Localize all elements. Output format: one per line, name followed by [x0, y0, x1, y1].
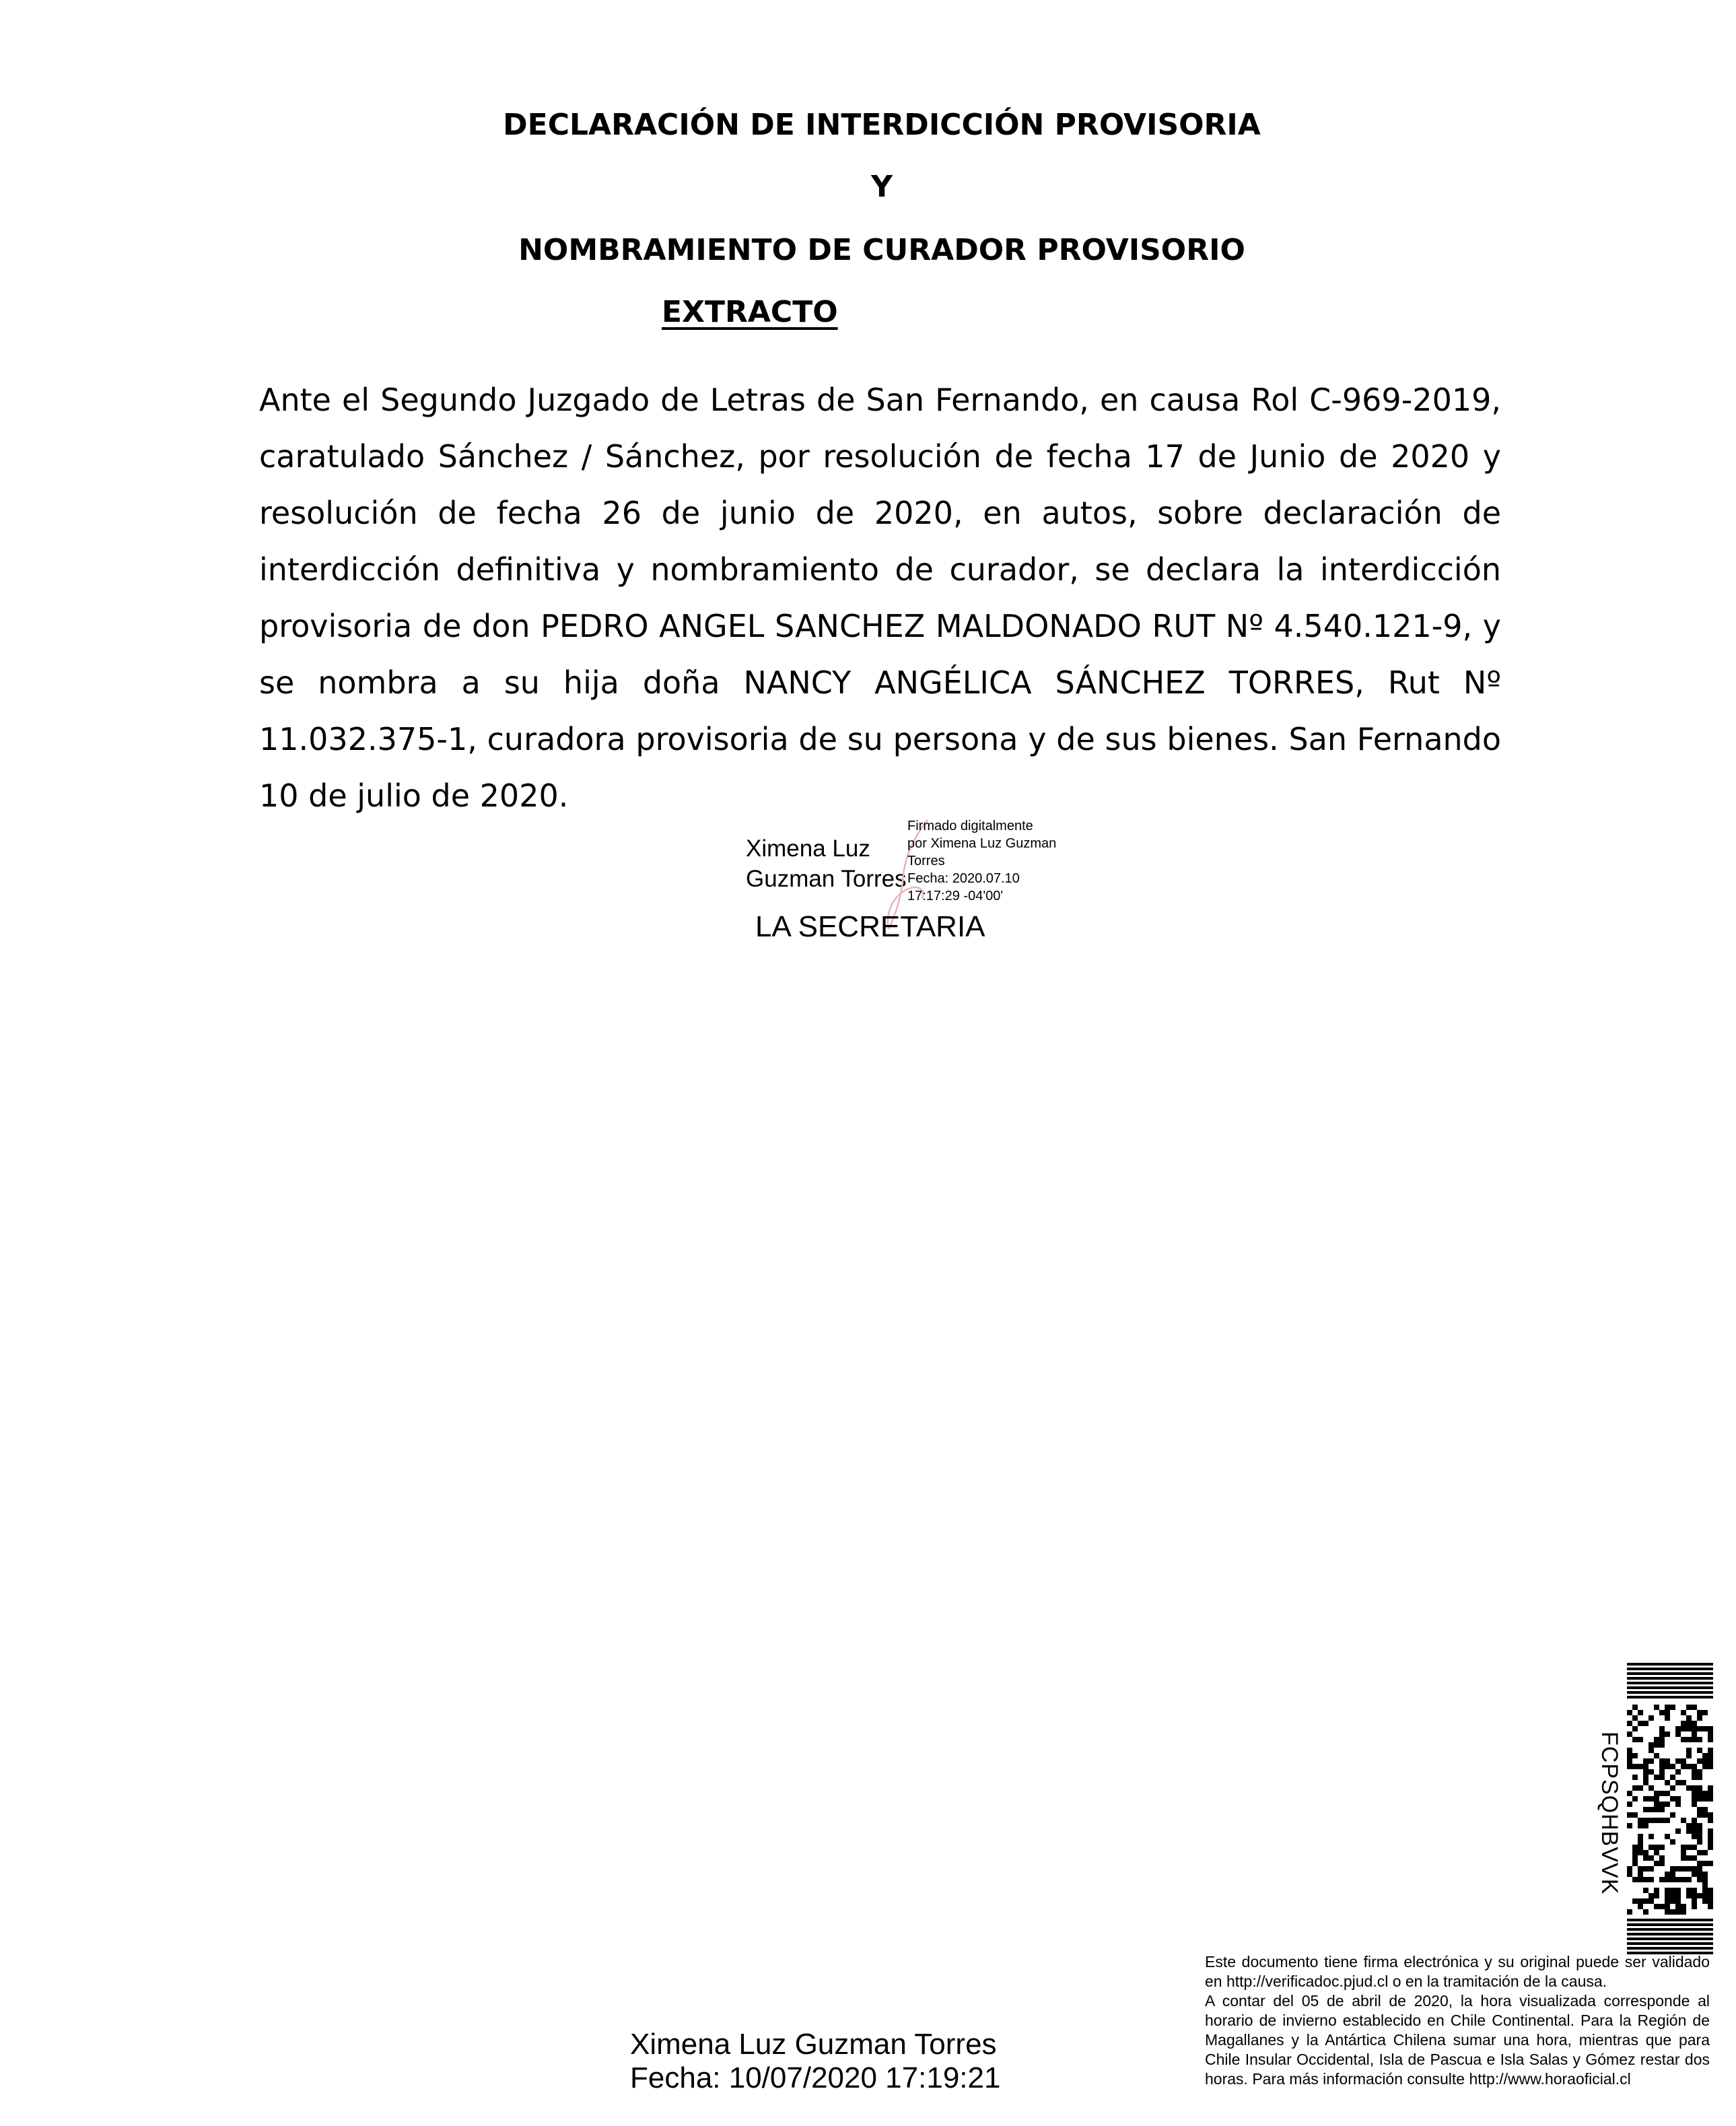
main-paragraph: Ante el Segundo Juzgado de Letras de San Fernando, en causa Rol C-969-2019, caratulado Sánchez / Sánchez, por resolución de fecha 17 de Junio de 2020 y resolución de fecha 26 de junio de 2020, en autos, sobre declaración de interdicción definitiva y nombramiento de curador, se declara la interdicción provisoria de don PEDRO ANGEL SANCHEZ MALDONADO RUT Nº 4.540.121-9, y se nombra a su hija doña NANCY ANGÉLICA SÁNCHEZ TORRES, Rut Nº 11.032.375-1, curadora provisoria de su persona y de sus bienes. San Fernando 10 de julio de 2020. — [259, 382, 1501, 814]
verification-code: FCPSQHBVVK — [1597, 1731, 1622, 1895]
sig-detail-line: Torres — [907, 854, 945, 868]
document-title: DECLARACIÓN DE INTERDICCIÓN PROVISORIA — [503, 108, 1261, 142]
extract-heading: EXTRACTO — [662, 295, 838, 329]
electronic-signature-notice — [1205, 1952, 1710, 2089]
digital-signature-details — [907, 817, 1056, 905]
sig-detail-line: 17:17:29 -04'00' — [907, 889, 1004, 903]
signer-role: LA SECRETARIA — [755, 910, 985, 943]
sig-detail-line: Firmado digitalmente — [907, 819, 1033, 833]
title-conjunction: Y — [871, 170, 893, 204]
document-subtitle: NOMBRAMIENTO DE CURADOR PROVISORIO — [518, 233, 1245, 267]
notice-time-zone: A contar del 05 de abril de 2020, la hora visualizada corresponde al horario de invierno establecido en Chile Continental. Para la Región de Magallanes y la Antártica Chilena sumar una hora, mientras que para Chile Insular Occidental, Isla de Pascua e Isla Salas y Gómez restar dos horas. Para más información consulte http://www.horaoficial.cl — [1205, 1992, 1710, 2088]
footer-signature — [630, 2028, 1000, 2095]
notice-validation: Este documento tiene firma electrónica y su original puede ser validado en http://verificadoc.pjud.cl o en la tramitación de la causa. — [1205, 1953, 1710, 1990]
sig-detail-line: Fecha: 2020.07.10 — [907, 871, 1020, 886]
signature-name-line1: Ximena Luz — [746, 835, 870, 862]
signature-name-line2: Guzman Torres — [746, 866, 907, 892]
verification-barcode — [1627, 1663, 1713, 1959]
sig-detail-line: por Ximena Luz Guzman — [907, 836, 1057, 851]
footer-signature-date: Fecha: 10/07/2020 17:19:21 — [630, 2061, 1001, 2094]
footer-signer-name: Ximena Luz Guzman Torres — [630, 2028, 997, 2061]
